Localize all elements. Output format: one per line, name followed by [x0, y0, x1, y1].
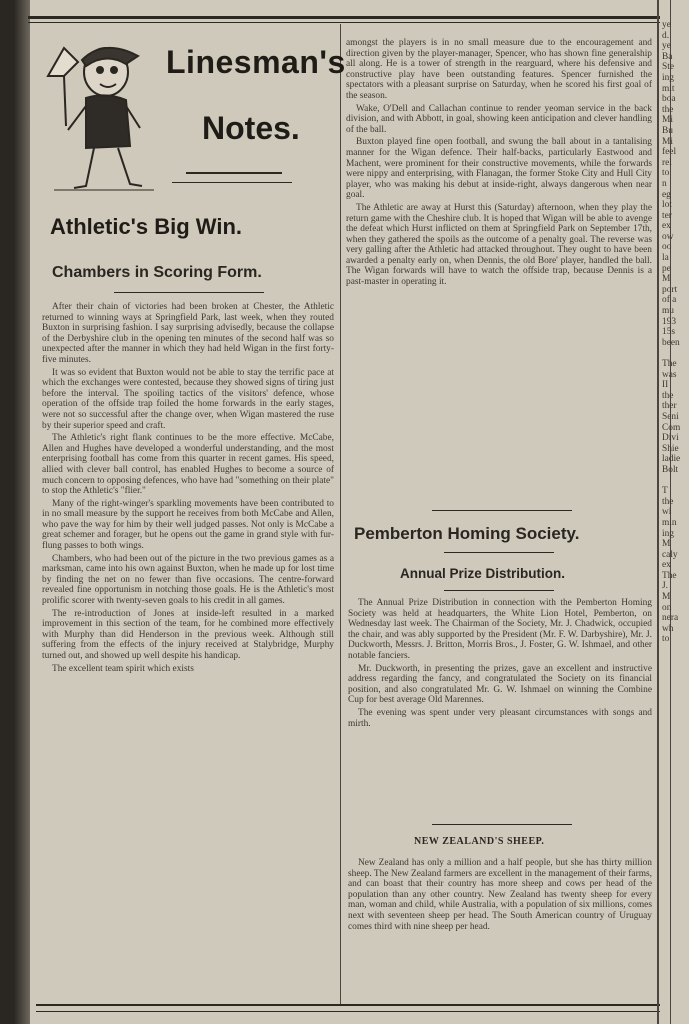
article-body-right-column	[346, 38, 652, 508]
fragment-line: min	[662, 517, 677, 528]
subhead-rule	[114, 292, 264, 293]
fragment-line: been	[662, 337, 680, 348]
column-separator-1	[340, 24, 341, 1004]
fragment-line: The	[662, 359, 677, 369]
paragraph: The excellent team spirit which exists	[52, 663, 194, 674]
fragment-line: eg	[662, 189, 671, 200]
article-body-pemberton	[348, 598, 652, 820]
fragment-line: on	[662, 602, 672, 613]
article-headline-pemberton: Pemberton Homing Society.	[354, 524, 580, 543]
fragment-line: Ba	[662, 51, 673, 62]
page-edge-shadow	[14, 0, 30, 1024]
article-body-newzealand	[348, 858, 652, 1002]
fragment-line: caly	[662, 549, 678, 560]
fragment-line: Shie	[662, 443, 679, 454]
paragraph: The Athletic's right flank continues to be the more effective. McCabe, Allen and Hughes have developed a wonderful understanding, and the most enterprising football has come from this quarter in recent games. His speed, allied with clever ball control, has enabled Hughes to become a source of much concern to opposing defences, who have had "something on their plate" to stop the Athletic's "flier."	[42, 433, 334, 497]
adjacent-column-fragment	[662, 20, 689, 645]
fragment-line: the	[662, 496, 674, 507]
fragment-line: ther	[662, 401, 677, 412]
paragraph: Wake, O'Dell and Callachan continue to render yeoman service in the back division, and with Abbott, in goal, showing keen anticipation and clever handling of the ball.	[346, 103, 652, 135]
fragment-line: la	[662, 253, 669, 264]
fragment-line: wh	[662, 623, 674, 634]
fragment-line: Divi	[662, 433, 679, 444]
article-headline-athletic: Athletic's Big Win.	[50, 214, 243, 239]
fragment-line: was	[662, 369, 677, 380]
fragment-line: M	[662, 539, 671, 550]
paragraph: The re-introduction of Jones at inside-left resulted in a marked improvement in this section of the team, for he combined more effectively with Murphy than did Henderson in the previous week. Although still suffering from the effects of the injury received at Stalybridge, Murphy turned out, and showed up well despite his handicap.	[42, 608, 334, 661]
article-headline-newzealand: NEW ZEALAND'S SHEEP.	[414, 836, 545, 847]
fragment-line: ow	[662, 231, 674, 242]
article-body-left-column	[42, 302, 334, 1002]
paragraph: amongst the players is in no small measure due to the encouragement and direction given by the player-manager, Spencer, who has shown fine generalship all along. He is a tower of strength in the rearguard, where his defensive and constructive play have been outstanding features. Spencer furnished the spectators with a pleasant surprise on Saturday, when he scored his first goal of the season.	[346, 38, 652, 101]
title-underline-2	[172, 182, 292, 183]
paragraph: The Athletic are away at Hurst this (Saturday) afternoon, when they play the return game with the Cheshire club. It is hoped that Wigan will be able to avenge the defeat which Hurst inflicted on them at Springfield Park on September 17th, when they gathered the spoils as the outcome of a penalty goal. The reverse was very galling after the Athletic had attacked throughout. They ought to have been awarded a penalty early on, when Dennis, the old Bore' player, handled the ball. The Wigan forwards will have to watch the offside trap, because Dennis is a past-master in operating it.	[346, 202, 652, 288]
title-underline	[186, 172, 282, 174]
column-title-line2: Notes.	[202, 110, 300, 146]
paragraph: It was so evident that Buxton would not be able to stay the terrific pace at which the exchanges were contested, because they showed signs of tiring just before the interval. The spoiling tactics of the visitors' defence, whose operation of the offside trap foiled the home forwards in the early stages, were not so successful after the change over, when Wigan mastered the ruse by their superior speed and craft.	[42, 367, 334, 431]
fragment-line: ter	[662, 210, 672, 221]
column-title-line1: Linesman's	[166, 44, 346, 80]
fragment-line: the	[662, 390, 674, 401]
fragment-line: M	[662, 592, 671, 603]
top-rule-thin	[28, 22, 660, 23]
newspaper-page	[14, 0, 689, 1024]
top-rule	[28, 16, 660, 19]
column-separator-2	[657, 0, 659, 1024]
paragraph: New Zealand has only a million and a half people, but she has thirty million sheep. The New Zealand farmers are excellent in the management of their farms, and can boast that their country has more sheep and cows per head of the population than any other country. New Zealand has twenty sheep for every man, woman and child, while Australia, with a population of six millions, comes next with seventeen sheep per head. The South American country of Uruguay comes third with nine sheep per head.	[348, 858, 652, 932]
linesman-cartoon-illustration	[34, 36, 164, 196]
fragment-line: The	[662, 570, 677, 581]
fragment-line: boa	[662, 94, 676, 105]
fragment-line	[662, 348, 689, 359]
fragment-line: ing	[662, 528, 674, 539]
fragment-line: to	[662, 634, 670, 645]
fragment-line: Mi	[662, 115, 673, 126]
paragraph: After their chain of victories had been broken at Chester, the Athletic returned to winning ways at Springfield Park, last week, when they routed Buxton in surprising fashion. I say surprising advisedly, because the collapse of the Derbyshire club in the opening ten minutes of the second half was so unexpected after the manner in which they had held Wigan in the first forty-five minutes.	[42, 302, 334, 365]
section-rule	[432, 510, 572, 511]
fragment-line: T	[662, 486, 668, 497]
fragment-line: mit	[662, 83, 675, 94]
fragment-line: 15s	[662, 327, 676, 338]
subhead-rule-2	[444, 590, 554, 591]
fragment-line: 193	[662, 316, 677, 327]
paragraph: Buxton played fine open football, and swung the ball about in a tantalising manner for the Wigan defence. Their half-backs, particularly Eastwood and Machent, were prominent for their constructive movements, while the forwards were nippy and enterprising, with Flanagan, the former Stoke City and Hull City player, who was making his debut at inside-right, always dangerous when near goal.	[346, 137, 652, 201]
bottom-rule	[36, 1004, 660, 1006]
fragment-line: II	[662, 380, 669, 391]
bottom-rule-thin	[36, 1011, 660, 1012]
fragment-line: ex	[662, 221, 671, 232]
fragment-line: Ste	[662, 62, 674, 73]
fragment-line: ye	[662, 41, 671, 52]
fragment-line: nera	[662, 613, 679, 624]
fragment-line: Seni	[662, 411, 679, 422]
fragment-line: pe	[662, 263, 671, 274]
fragment-line: J.	[662, 581, 668, 592]
paragraph: The evening was spent under very pleasant circumstances with songs and mirth.	[348, 707, 652, 729]
article-subhead-prize: Annual Prize Distribution.	[400, 566, 566, 581]
fragment-line	[662, 476, 689, 487]
fragment-line: the	[662, 104, 674, 115]
paragraph: The Annual Prize Distribution in connection with the Pemberton Homing Society was held at headquarters, the White Lion Hotel, Pemberton, on Wednesday last week. The Chairman of the Society, Mr. J. Chadwick, occupied the chair, and was ably supported by the President (Mr. F. W. Darbyshire), Mr. J. Duckworth, Messrs. J. Britton, Morris Bros., J. Foster, G. W. Ishmael, and other notable fanciers.	[348, 598, 652, 661]
fragment-line: wi	[662, 507, 672, 518]
fragment-line: oo	[662, 242, 672, 253]
headline-rule	[444, 552, 554, 553]
fragment-line: feel	[662, 147, 677, 158]
paragraph: Chambers, who had been out of the picture in the two previous games as a marksman, came into his own against Buxton, when he made up for lost time by finding the net on no fewer than five occasions. The centre-forward revealed fine opportunism in notching those goals. He is the Athletic's most prolific scorer with twenty-seven goals to his credit in all games.	[42, 553, 334, 607]
section-rule-3	[432, 824, 572, 825]
fragment-line: lot	[662, 200, 672, 211]
fragment-line: port	[662, 284, 678, 295]
fragment-line: ex	[662, 560, 671, 571]
fragment-line: ladie	[662, 454, 681, 465]
article-subhead-chambers: Chambers in Scoring Form.	[52, 264, 262, 281]
fragment-line: ye	[662, 20, 671, 30]
fragment-line: Bolt	[662, 464, 679, 475]
fragment-line: d.	[662, 30, 670, 41]
fragment-line: of a	[662, 295, 677, 306]
paragraph: Mr. Duckworth, in presenting the prizes, gave an excellent and instructive address regarding the fancy, and congratulated the Society on its financial position, and also congratulated Mr. G. W. Ishmael on winning the Combine Cup for best average Old Marennes.	[348, 663, 652, 706]
fragment-line: M	[662, 274, 671, 285]
fragment-line: Com	[662, 422, 681, 433]
fragment-line: Bu	[662, 125, 673, 136]
fragment-line: mu	[662, 306, 674, 317]
fragment-line: rel	[662, 157, 672, 168]
fragment-line: ing	[662, 72, 674, 83]
fragment-line: Mi	[662, 136, 673, 147]
paragraph: Many of the right-winger's sparkling movements have been contributed to in no small measure by the support he receives from both McCabe and Allen, who pave the way for him by their well judged passes. Not only is McCabe a great schemer and forager, but he opens out the game in grand style with fur-flung passes to both wings.	[42, 498, 334, 552]
fragment-line: to	[662, 168, 670, 179]
fragment-line: n	[662, 178, 667, 189]
